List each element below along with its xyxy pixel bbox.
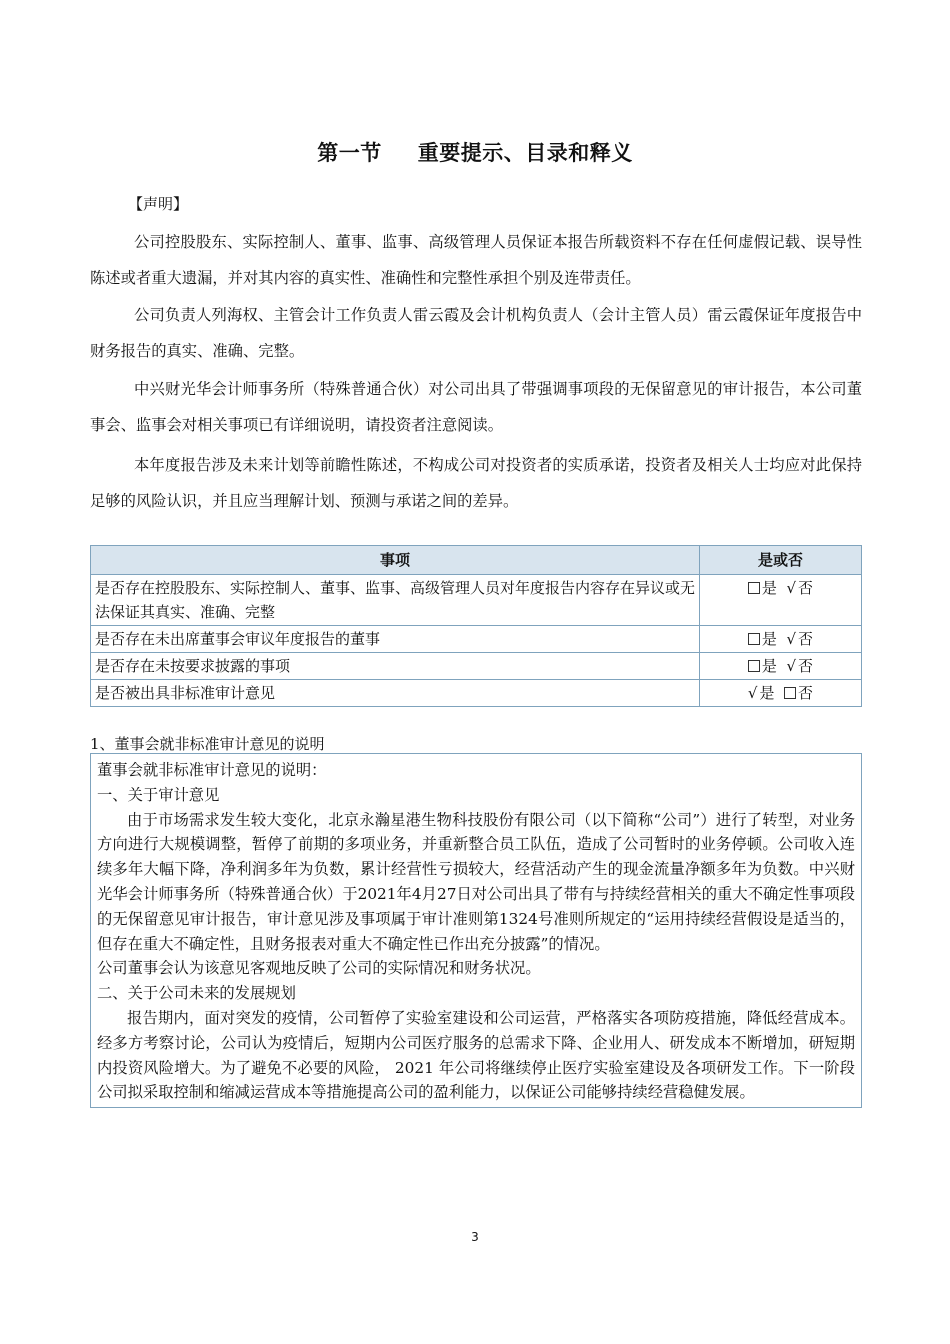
yes-label: 是 (761, 657, 777, 675)
part1-text: 由于市场需求发生较大变化，北京永瀚星港生物科技股份有限公司（以下简称“公司”）进行了转型，对业务方向进行大规模调整，暂停了前期的多项业务，并重新整合员工队伍，造成了公司暂时的业务停顿。公司收入连续多年大幅下降，净利润多年为负数，累计经营性亏损较大，经营活动产生的现金流量净额多年为负数。中兴财光华会计师事务所（特殊普通合伙）于2021年4月27日对公司出具了带有与持续经营相关的重大不确定性事项段的无保留意见审计报告，审计意见涉及事项属于审计准则第1324号准则所规定的“运用持续经营假设是适当的，但存在重大不确定性，且财务报表对重大不确定性已作出充分披露”的情况。 (97, 810, 855, 953)
empty-checkbox-icon (748, 582, 760, 594)
table-cell-item: 是否存在控股股东、实际控制人、董事、监事、高级管理人员对年度报告内容存在异议或无法保证其真实、准确、完整 (91, 575, 700, 626)
no-label: 否 (798, 579, 814, 597)
header-item: 事项 (91, 546, 700, 575)
table-row (91, 653, 862, 680)
table-cell-answer (700, 653, 862, 680)
check-mark-icon: √ (786, 657, 797, 675)
empty-checkbox-icon (784, 687, 796, 699)
declaration-paragraph-2: 公司负责人列海权、主管会计工作负责人雷云霞及会计机构负责人（会计主管人员）雷云霞保证年度报告中财务报告的真实、准确、完整。 (90, 306, 862, 360)
board-note-heading: 1、董事会就非标准审计意见的说明 (90, 735, 325, 753)
yes-label: 是 (761, 630, 777, 648)
declaration-paragraph-1: 公司控股股东、实际控制人、董事、监事、高级管理人员保证本报告所载资料不存在任何虚假记载、误导性陈述或者重大遗漏，并对其内容的真实性、准确性和完整性承担个别及连带责任。 (90, 233, 862, 287)
check-mark-icon: √ (786, 630, 797, 648)
table-cell-answer (700, 680, 862, 707)
table-row (91, 626, 862, 653)
section-number: 第一节 (317, 141, 382, 165)
part2-text: 报告期内，面对突发的疫情，公司暂停了实验室建设和公司运营，严格落实各项防疫措施，降低经营成本。经多方考察讨论，公司认为疫情后，短期内公司医疗服务的总需求下降、企业用人、研发成本不断增加，研短期内投资风险增大。为了避免不必要的风险， 2021 年公司将继续停止医疗实验室建设及各项研发工作。下一阶段公司拟采取控制和缩减运营成本等措施提高公司的盈利能力，以保证公司能够持续经营稳健发展。 (97, 1008, 855, 1102)
yes-label: 是 (761, 579, 777, 597)
yes-label: 是 (759, 684, 775, 702)
part1-conclusion: 公司董事会认为该意见客观地反映了公司的实际情况和财务状况。 (97, 959, 541, 978)
header-answer: 是或否 (700, 546, 862, 575)
no-label: 否 (798, 630, 814, 648)
no-label: 否 (798, 684, 814, 702)
declaration-paragraph-4: 本年度报告涉及未来计划等前瞻性陈述，不构成公司对投资者的实质承诺，投资者及相关人士均应对此保持足够的风险认识，并且应当理解计划、预测与承诺之间的差异。 (90, 456, 862, 510)
section-title (0, 137, 950, 167)
table-cell-answer (700, 575, 862, 626)
section-name: 重要提示、目录和释义 (417, 141, 633, 165)
no-label: 否 (798, 657, 814, 675)
declaration-heading: 【声明】 (128, 195, 189, 213)
check-mark-icon: √ (747, 684, 758, 702)
part2-title: 二、关于公司未来的发展规划 (97, 984, 296, 1003)
empty-checkbox-icon (748, 633, 760, 645)
table-cell-answer (700, 626, 862, 653)
page-number: 3 (471, 1230, 479, 1244)
table-cell-item: 是否存在未出席董事会审议年度报告的董事 (91, 626, 700, 653)
declaration-paragraph-3: 中兴财光华会计师事务所（特殊普通合伙）对公司出具了带强调事项段的无保留意见的审计报告，本公司董事会、监事会对相关事项已有详细说明，请投资者注意阅读。 (90, 380, 862, 434)
table-header-row (91, 546, 862, 575)
check-mark-icon: √ (786, 579, 797, 597)
table-row (91, 575, 862, 626)
table-cell-item: 是否存在未按要求披露的事项 (91, 653, 700, 680)
empty-checkbox-icon (748, 660, 760, 672)
part1-title: 一、关于审计意见 (97, 785, 220, 804)
table-row (91, 680, 862, 707)
board-note-intro: 董事会就非标准审计意见的说明： (97, 761, 327, 779)
matters-table (90, 545, 862, 707)
table-cell-item: 是否被出具非标准审计意见 (91, 680, 700, 707)
board-note-box (90, 753, 862, 1108)
